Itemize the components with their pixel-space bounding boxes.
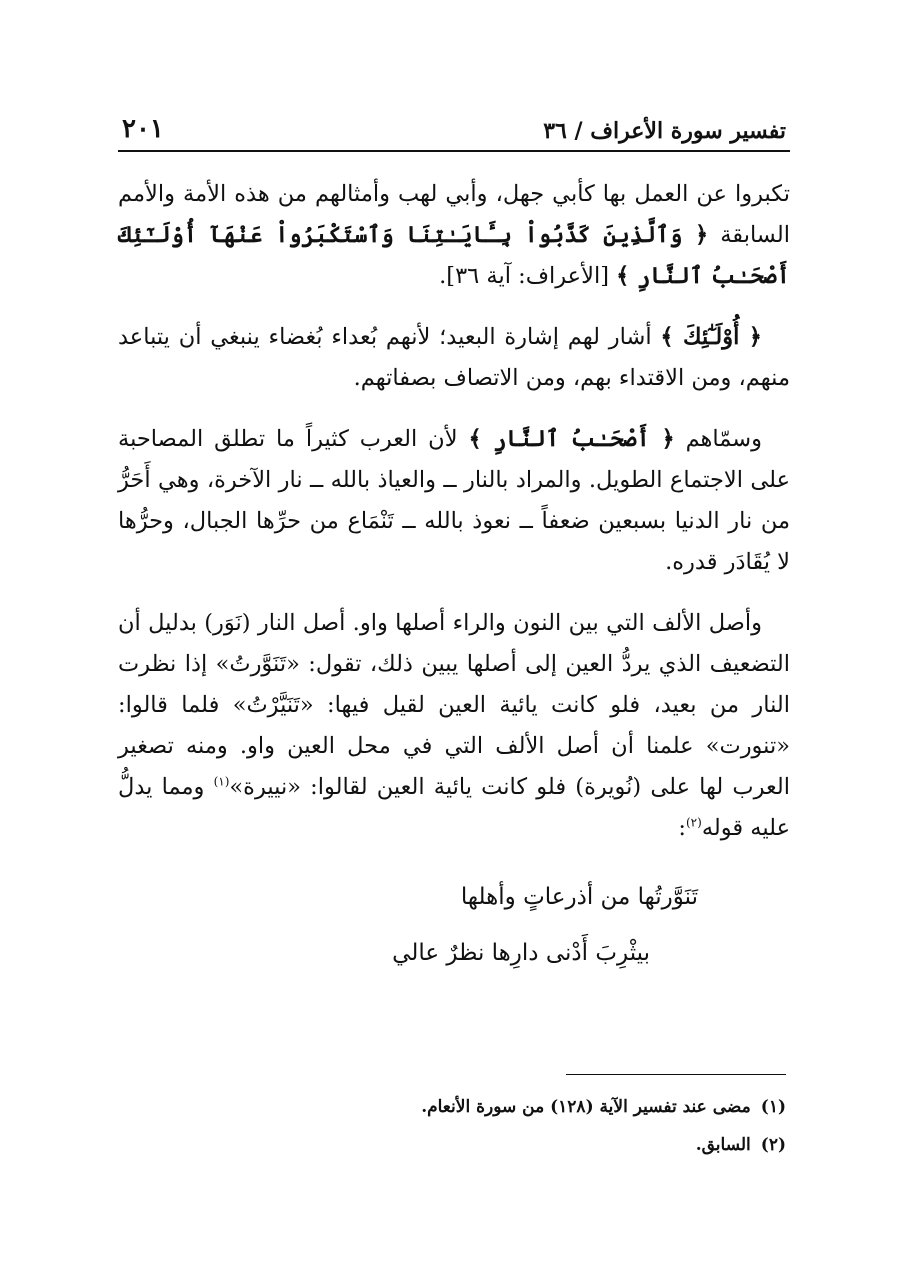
book-page bbox=[118, 108, 790, 1228]
paragraph-4-text-c: : bbox=[678, 815, 686, 841]
paragraph-2 bbox=[118, 317, 790, 399]
footnote-number: (٢) bbox=[760, 1135, 786, 1155]
paragraph-4-text-b: ومما يدلُّ عليه قوله bbox=[118, 774, 790, 841]
footnote-ref-2[interactable]: (٢) bbox=[685, 815, 702, 830]
paragraph-4 bbox=[118, 603, 790, 849]
footnote-divider bbox=[566, 1074, 786, 1075]
verse-line-1: تَنَوَّرتُها من أذرعاتٍ وأهلها bbox=[460, 884, 698, 910]
footnote-text: السابق. bbox=[695, 1135, 751, 1155]
quran-quote: ﴿ وَٱلَّذِينَ كَذَّبُواْ بِـَٔايَـٰتِنَا وَٱسْتَكْبَرُواْ عَنْهَآ أُوْلَـٰٓئِكَ أَصْحَـٰبُ ٱلنَّارِ ﴾ bbox=[118, 222, 790, 289]
paragraph-1-text-a: تكبروا عن العمل بها كأبي جهل، وأبي لهب وأمثالهم من هذه الأمة والأمم السابقة bbox=[118, 181, 790, 248]
paragraph-3-text-b: لأن العرب كثيراً ما تطلق المصاحبة على الاجتماع الطويل. والمراد بالنار ــ والعياذ بالله ــ نار الآخرة، وهي أَحَرُّ من نار الدنيا بسبعين ضعفاً ــ نعوذ بالله ــ تَنْمَاع من حرِّها الجبال، وحرُّها لا يُقَادَر قدره. bbox=[118, 426, 790, 575]
paragraph-3-text-a: وسمّاهم bbox=[674, 426, 762, 452]
page-header bbox=[118, 108, 790, 152]
footnote-2 bbox=[126, 1126, 786, 1164]
poetry-verse bbox=[118, 869, 790, 981]
paragraph-2-text: أشار لهم إشارة البعيد؛ لأنهم بُعداء بُغضاء ينبغي أن يتباعد منهم، ومن الاقتداء بهم، ومن الاتصاف بصفاتهم. bbox=[118, 324, 790, 391]
footnote-number: (١) bbox=[760, 1097, 786, 1117]
paragraph-3 bbox=[118, 419, 790, 583]
footnote-1 bbox=[126, 1088, 786, 1126]
footnote-ref-1[interactable]: (١) bbox=[213, 774, 230, 789]
quran-quote: ﴿ أَصْحَـٰبُ ٱلنَّارِ ﴾ bbox=[468, 426, 675, 452]
running-title: تفسير سورة الأعراف / ٣٦ bbox=[543, 118, 786, 144]
page-number: ٢٠١ bbox=[122, 114, 164, 144]
quran-quote: ﴿ أُوْلَـٰٓئِكَ ﴾ bbox=[660, 324, 762, 350]
footnotes bbox=[126, 1088, 786, 1164]
body-text bbox=[118, 174, 790, 981]
footnote-text: مضى عند تفسير الآية (١٢٨) من سورة الأنعام. bbox=[421, 1097, 751, 1117]
paragraph-1-text-b: [الأعراف: آية ٣٦]. bbox=[439, 263, 617, 289]
paragraph-4-text-a: وأصل الألف التي بين النون والراء أصلها واو. أصل النار (نَوَر) بدليل أن التضعيف الذي يردُّ العين إلى أصلها يبين ذلك، تقول: «تَنَوَّرتُ» إذا نظرت النار من بعيد، فلو كانت يائية العين لقيل فيها: «تَنَيَّرْتُ» فلما قالوا: «تنورت» علمنا أن أصل الألف التي في محل العين واو. ومنه تصغير العرب لها على (نُويرة) فلو كانت يائية العين لقالوا: «نييرة» bbox=[118, 610, 790, 800]
verse-line-2: بيثْرِبَ أَدْنى دارِها نظرٌ عالي bbox=[392, 940, 650, 966]
paragraph-1 bbox=[118, 174, 790, 297]
